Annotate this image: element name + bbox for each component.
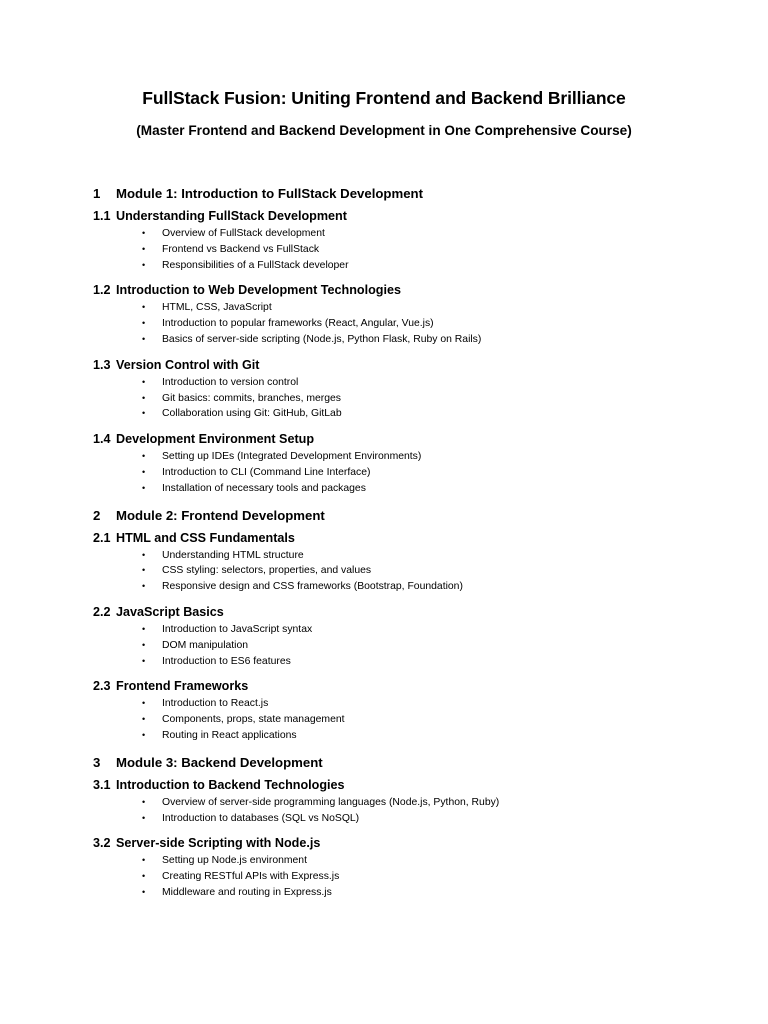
list-item-text: Components, props, state management — [162, 714, 345, 726]
bullet-icon: • — [142, 714, 146, 725]
module-number: 1 — [93, 186, 101, 201]
section-1-2 — [93, 280, 733, 347]
section-number: 1.4 — [93, 432, 111, 447]
section-1-4 — [93, 429, 733, 496]
section-title: HTML and CSS Fundamentals — [116, 530, 295, 545]
section-2-3 — [93, 676, 733, 743]
module-title: Module 2: Frontend Development — [116, 507, 325, 523]
list-item-text: Creating RESTful APIs with Express.js — [162, 871, 340, 883]
bullet-icon: • — [142, 549, 146, 560]
bullet-icon: • — [142, 243, 146, 254]
list-item-text: CSS styling: selectors, properties, and values — [162, 565, 372, 577]
list-item-text: Overview of server-side programming languages (Node.js, Python, Ruby) — [162, 796, 500, 808]
list-item-text: Overview of FullStack development — [162, 228, 325, 239]
list-item — [93, 242, 733, 258]
list-item-text: Middleware and routing in Express.js — [162, 886, 332, 898]
bullet-list — [93, 449, 733, 496]
list-item — [93, 811, 733, 827]
list-item — [93, 885, 733, 901]
bullet-list — [93, 375, 733, 422]
section-heading — [93, 602, 733, 622]
list-item-text: Introduction to databases (SQL vs NoSQL) — [162, 812, 360, 824]
list-item-text: Git basics: commits, branches, merges — [162, 392, 342, 404]
list-item — [93, 563, 733, 579]
section-title: Understanding FullStack Development — [116, 209, 347, 223]
document-title: FullStack Fusion: Uniting Frontend and Backend Brilliance — [142, 88, 626, 108]
list-item-text: Basics of server-side scripting (Node.js, Python Flask, Ruby on Rails) — [162, 333, 482, 345]
section-title: Frontend Frameworks — [116, 679, 249, 694]
list-item — [93, 258, 733, 274]
list-item — [93, 465, 733, 481]
bullet-icon: • — [142, 228, 146, 238]
module-number: 3 — [93, 754, 101, 770]
section-heading — [93, 676, 733, 696]
module-3 — [93, 753, 733, 901]
section-2-2 — [93, 602, 733, 669]
module-2 — [93, 506, 733, 744]
module-1 — [93, 184, 733, 497]
module-title: Module 3: Backend Development — [116, 754, 323, 770]
list-item — [93, 391, 733, 407]
bullet-icon: • — [142, 812, 146, 823]
bullet-icon: • — [142, 855, 146, 866]
list-item-text: Introduction to popular frameworks (React, Angular, Vue.js) — [162, 318, 434, 330]
section-heading — [93, 355, 733, 375]
section-1-1 — [93, 206, 733, 273]
section-title: Version Control with Git — [116, 357, 260, 372]
module-heading — [93, 184, 733, 204]
bullet-list — [93, 226, 733, 273]
module-heading — [93, 506, 733, 526]
document-body — [93, 184, 733, 910]
list-item — [93, 316, 733, 332]
section-title: Development Environment Setup — [116, 432, 315, 447]
bullet-icon: • — [142, 581, 146, 592]
list-item-text: Introduction to ES6 features — [162, 655, 291, 667]
list-item — [93, 638, 733, 654]
section-title: JavaScript Basics — [116, 604, 224, 619]
list-item-text: Installation of necessary tools and packages — [162, 482, 366, 494]
list-item-text: Introduction to React.js — [162, 698, 269, 710]
list-item-text: Setting up Node.js environment — [162, 855, 307, 867]
bullet-icon: • — [142, 376, 146, 387]
module-number: 2 — [93, 507, 101, 523]
list-item — [93, 712, 733, 728]
bullet-icon: • — [142, 408, 146, 419]
list-item — [93, 853, 733, 869]
document-subtitle: (Master Frontend and Backend Development in One Comprehensive Course) — [136, 123, 632, 138]
list-item — [93, 332, 733, 348]
section-3-1 — [93, 775, 733, 827]
bullet-icon: • — [142, 871, 146, 882]
section-number: 2.1 — [93, 530, 111, 545]
list-item-text: Responsibilities of a FullStack developer — [162, 259, 349, 271]
section-heading — [93, 206, 733, 226]
list-item-text: Introduction to JavaScript syntax — [162, 623, 313, 635]
list-item — [93, 869, 733, 885]
bullet-icon: • — [142, 623, 146, 634]
section-title: Introduction to Web Development Technologies — [116, 283, 402, 298]
bullet-icon: • — [142, 698, 146, 709]
bullet-icon: • — [142, 318, 146, 329]
bullet-icon: • — [142, 259, 146, 270]
section-title: Introduction to Backend Technologies — [116, 777, 345, 792]
section-heading — [93, 528, 733, 548]
list-item-text: Setting up IDEs (Integrated Development Environments) — [162, 451, 422, 463]
section-2-1 — [93, 528, 733, 595]
list-item — [93, 579, 733, 595]
list-item — [93, 728, 733, 744]
list-item — [93, 406, 733, 422]
bullet-icon: • — [142, 565, 146, 576]
list-item-text: Responsive design and CSS frameworks (Bootstrap, Foundation) — [162, 581, 463, 593]
bullet-icon: • — [142, 466, 146, 477]
bullet-list — [93, 696, 733, 743]
bullet-list — [93, 548, 733, 595]
list-item — [93, 548, 733, 564]
bullet-list — [93, 622, 733, 669]
bullet-icon: • — [142, 302, 146, 313]
module-heading — [93, 753, 733, 773]
bullet-list — [93, 795, 733, 827]
section-heading — [93, 775, 733, 795]
section-3-2 — [93, 833, 733, 900]
bullet-list — [93, 300, 733, 347]
bullet-icon: • — [142, 796, 146, 807]
module-title: Module 1: Introduction to FullStack Development — [116, 186, 423, 201]
section-number: 3.2 — [93, 836, 111, 851]
bullet-icon: • — [142, 392, 146, 403]
bullet-icon: • — [142, 482, 146, 493]
list-item — [93, 622, 733, 638]
list-item-text: DOM manipulation — [162, 639, 249, 651]
bullet-icon: • — [142, 451, 146, 462]
list-item-text: HTML, CSS, JavaScript — [162, 302, 272, 314]
list-item — [93, 449, 733, 465]
bullet-icon: • — [142, 886, 146, 897]
section-number: 1.2 — [93, 283, 111, 298]
list-item-text: Frontend vs Backend vs FullStack — [162, 243, 320, 255]
list-item — [93, 654, 733, 670]
bullet-icon: • — [142, 639, 146, 650]
bullet-list — [93, 853, 733, 900]
bullet-icon: • — [142, 333, 146, 344]
list-item — [93, 226, 733, 242]
list-item-text: Introduction to version control — [162, 376, 299, 388]
list-item-text: Understanding HTML structure — [162, 549, 304, 561]
list-item-text: Routing in React applications — [162, 729, 297, 741]
section-1-3 — [93, 355, 733, 422]
section-number: 3.1 — [93, 777, 111, 792]
section-number: 2.2 — [93, 604, 111, 619]
list-item — [93, 696, 733, 712]
list-item-text: Introduction to CLI (Command Line Interface) — [162, 466, 371, 478]
section-number: 2.3 — [93, 679, 111, 694]
section-heading — [93, 280, 733, 300]
list-item — [93, 300, 733, 316]
bullet-icon: • — [142, 729, 146, 740]
bullet-icon: • — [142, 655, 146, 666]
section-title: Server-side Scripting with Node.js — [116, 836, 321, 851]
section-heading — [93, 429, 733, 449]
list-item — [93, 375, 733, 391]
section-number: 1.3 — [93, 357, 111, 372]
section-heading — [93, 833, 733, 853]
list-item — [93, 795, 733, 811]
list-item-text: Collaboration using Git: GitHub, GitLab — [162, 408, 342, 420]
section-number: 1.1 — [93, 209, 111, 223]
list-item — [93, 481, 733, 497]
